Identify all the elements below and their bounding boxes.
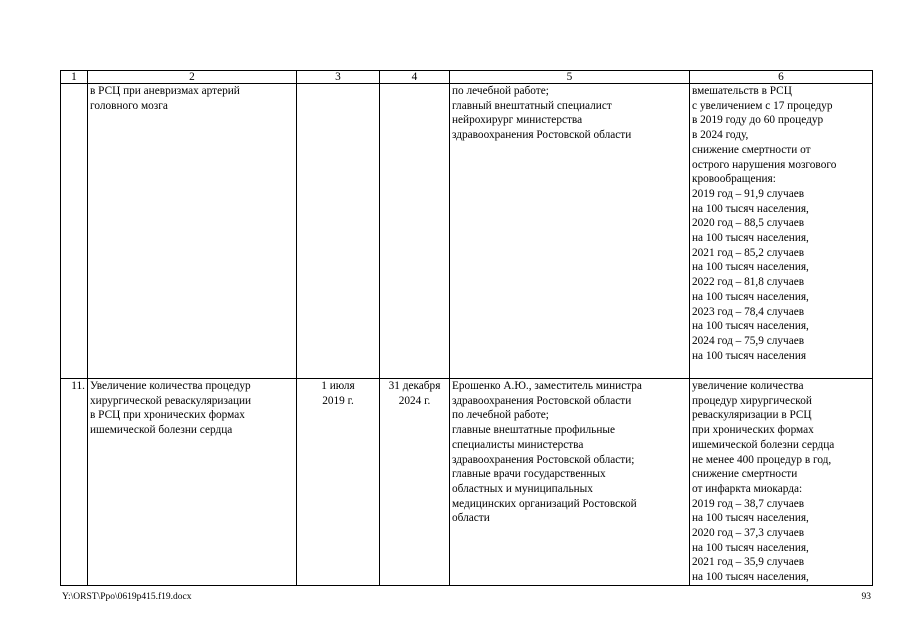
page-number: 93	[861, 592, 871, 602]
header-col-1: 1	[61, 71, 88, 84]
row-number: 11.	[61, 379, 88, 586]
end-date-cell	[380, 84, 450, 379]
table-row	[61, 379, 873, 586]
header-col-5: 5	[450, 71, 690, 84]
event-cell: Увеличение количества процедур хирургической реваскуляризации в РСЦ при хронических формах ишемической болезни сердца	[88, 379, 297, 586]
header-col-4: 4	[380, 71, 450, 84]
responsible-cell: Ерошенко А.Ю., заместитель министра здравоохранения Ростовской области по лечебной работе; главные внештатные профильные специалисты министерства здравоохранения Ростовской области; главные врачи государственных областных и муниципальных медицинских организаций Ростовской области	[450, 379, 690, 586]
header-col-2: 2	[88, 71, 297, 84]
result-cell: увеличение количества процедур хирургической реваскуляризации в РСЦ при хронических формах ишемической болезни сердца не менее 400 процедур в год, снижение смертности от инфаркта миокарда: 2019 год – 38,7 случаев на 100 тысяч населения, 2020 год – 37,3 случаев на 100 тысяч населения, 2021 год – 35,9 случаев на 100 тысяч населения,	[690, 379, 873, 586]
table-row	[61, 84, 873, 379]
responsible-cell: по лечебной работе; главный внештатный специалист нейрохирург министерства здравоохранения Ростовской области	[450, 84, 690, 379]
event-cell: в РСЦ при аневризмах артерий головного мозга	[88, 84, 297, 379]
document-table	[60, 70, 873, 586]
start-date-cell: 1 июля 2019 г.	[297, 379, 380, 586]
header-col-3: 3	[297, 71, 380, 84]
result-cell: вмешательств в РСЦ с увеличением с 17 процедур в 2019 году до 60 процедур в 2024 году, снижение смертности от острого нарушения мозгового кровообращения: 2019 год – 91,9 случаев на 100 тысяч населения, 2020 год – 88,5 случаев на 100 тысяч населения, 2021 год – 85,2 случаев на 100 тысяч населения, 2022 год – 81,8 случаев на 100 тысяч населения, 2023 год – 78,4 случаев на 100 тысяч населения, 2024 год – 75,9 случаев на 100 тысяч населения	[690, 84, 873, 379]
end-date-cell: 31 декабря 2024 г.	[380, 379, 450, 586]
start-date-cell	[297, 84, 380, 379]
header-col-6: 6	[690, 71, 873, 84]
table-header-row	[61, 71, 873, 84]
footer-file-path: Y:\ORST\Ppo\0619p415.f19.docx	[62, 592, 192, 602]
row-number	[61, 84, 88, 379]
